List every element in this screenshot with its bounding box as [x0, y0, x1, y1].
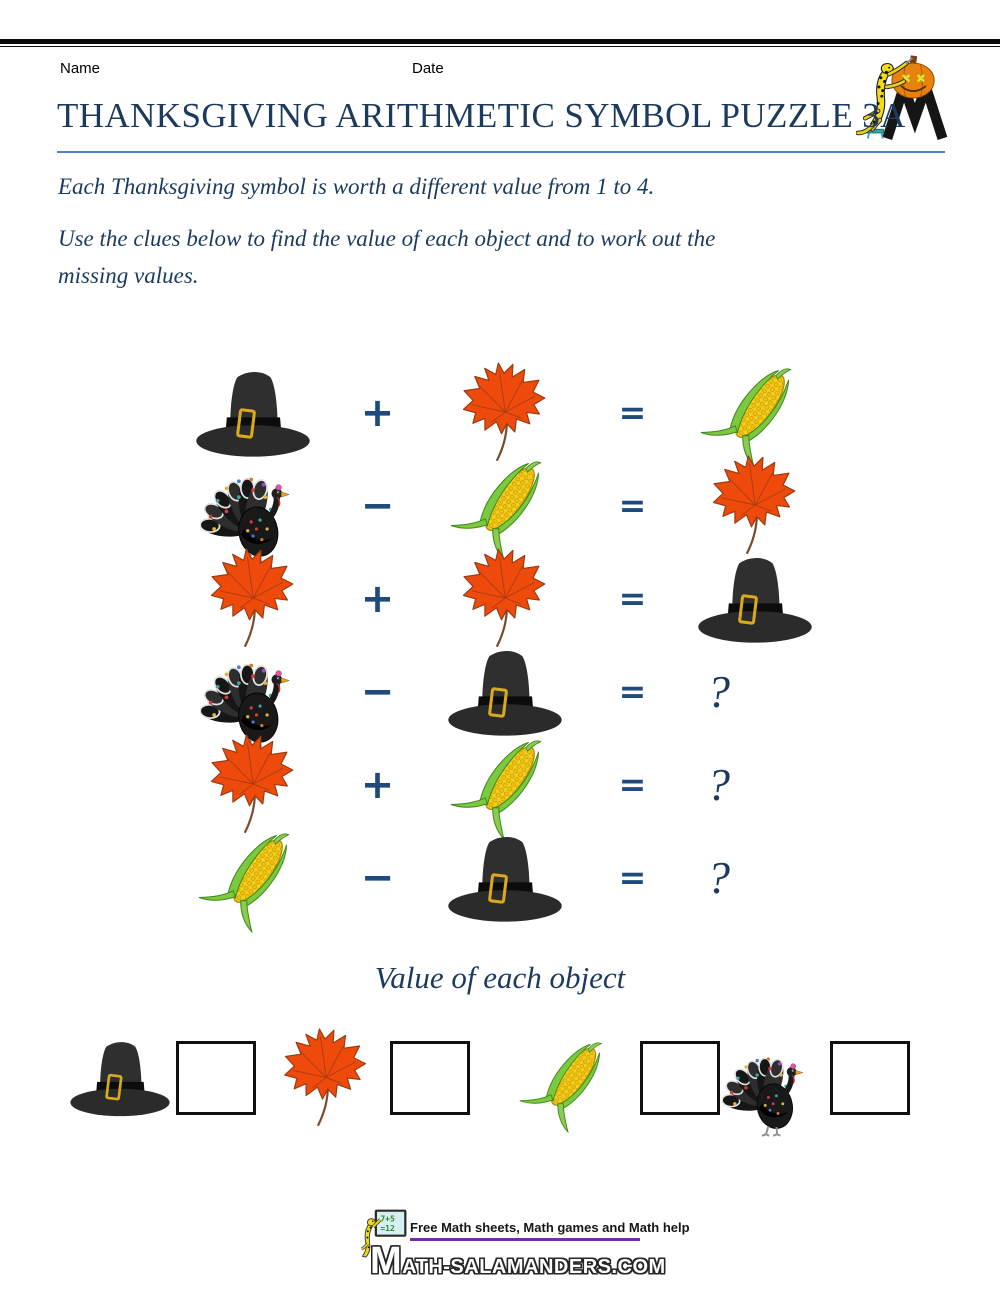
equation-row-6	[170, 831, 867, 924]
top-border	[0, 39, 1000, 47]
footer-tagline: Free Math sheets, Math games and Math help	[410, 1220, 690, 1235]
corn-cob-icon	[502, 1032, 636, 1134]
equation-row-4	[170, 645, 867, 738]
pilgrim-hat-icon	[693, 551, 817, 647]
value-section-heading: Value of each object	[374, 960, 626, 995]
name-label: Name	[60, 60, 101, 77]
unknown-result: ?	[707, 852, 730, 903]
operator-sign: +	[360, 761, 395, 808]
operator-sign: +	[360, 389, 395, 436]
right-operand	[420, 450, 590, 562]
answer-box-turkey[interactable]	[830, 1041, 910, 1115]
pilgrim-hat-icon	[66, 1036, 174, 1120]
left-operand	[170, 822, 335, 934]
svg-text:7+5: 7+5	[380, 1214, 395, 1224]
date-label: Date	[412, 60, 444, 77]
result-operand	[675, 453, 835, 558]
equation-row-2	[170, 459, 867, 552]
maple-leaf-icon	[463, 546, 547, 651]
instruction-line-1: Each Thanksgiving symbol is worth a different value from 1 to 4.	[58, 174, 655, 199]
equals-sign: =	[618, 672, 647, 711]
maple-leaf-value-icon	[284, 1026, 368, 1130]
answer-box-corn-cob[interactable]	[640, 1041, 720, 1115]
site-name: MATH-SALAMANDERS.COM	[370, 1240, 666, 1282]
operator-sign: −	[360, 854, 395, 901]
corn-cob-value-icon	[502, 1032, 636, 1134]
title-underline	[57, 151, 945, 153]
equals-sign: =	[618, 486, 647, 525]
equation-row-3	[170, 552, 867, 645]
operator-sign: +	[360, 575, 395, 622]
svg-text:=12: =12	[380, 1224, 395, 1234]
unknown-result: ?	[707, 759, 730, 810]
corn-cob-icon	[449, 729, 561, 841]
pilgrim-hat-icon	[443, 644, 567, 740]
operator-sign: −	[360, 668, 395, 715]
equals-sign: =	[618, 393, 647, 432]
corn-cob-icon	[449, 450, 561, 562]
result-operand	[675, 551, 835, 647]
equals-sign: =	[618, 858, 647, 897]
corn-cob-icon	[699, 357, 811, 469]
turkey-value-icon	[722, 1028, 818, 1138]
right-operand	[420, 830, 590, 926]
equation-row-5	[170, 738, 867, 831]
turkey-icon	[722, 1028, 818, 1138]
equals-sign: =	[618, 765, 647, 804]
instruction-line-3: missing values.	[58, 263, 199, 288]
right-operand	[420, 546, 590, 651]
value-row	[0, 1026, 1000, 1156]
result-operand	[675, 357, 835, 469]
page-title: THANKSGIVING ARITHMETIC SYMBOL PUZZLE 3A	[57, 96, 906, 135]
right-operand	[420, 644, 590, 740]
instruction-line-2: Use the clues below to find the value of each object and to work out the	[58, 226, 716, 251]
answer-box-maple-leaf[interactable]	[390, 1041, 470, 1115]
answer-box-pilgrim-hat[interactable]	[176, 1041, 256, 1115]
equations-section	[170, 366, 867, 924]
equation-row-1	[170, 366, 867, 459]
footer	[0, 1196, 1000, 1284]
pilgrim-hat-icon	[443, 830, 567, 926]
pilgrim-hat-value-icon	[66, 1036, 174, 1120]
operator-sign: −	[360, 482, 395, 529]
unknown-result: ?	[707, 666, 730, 717]
maple-leaf-icon	[284, 1026, 368, 1130]
equals-sign: =	[618, 579, 647, 618]
corn-cob-icon	[197, 822, 309, 934]
right-operand	[420, 729, 590, 841]
maple-leaf-icon	[713, 453, 797, 558]
